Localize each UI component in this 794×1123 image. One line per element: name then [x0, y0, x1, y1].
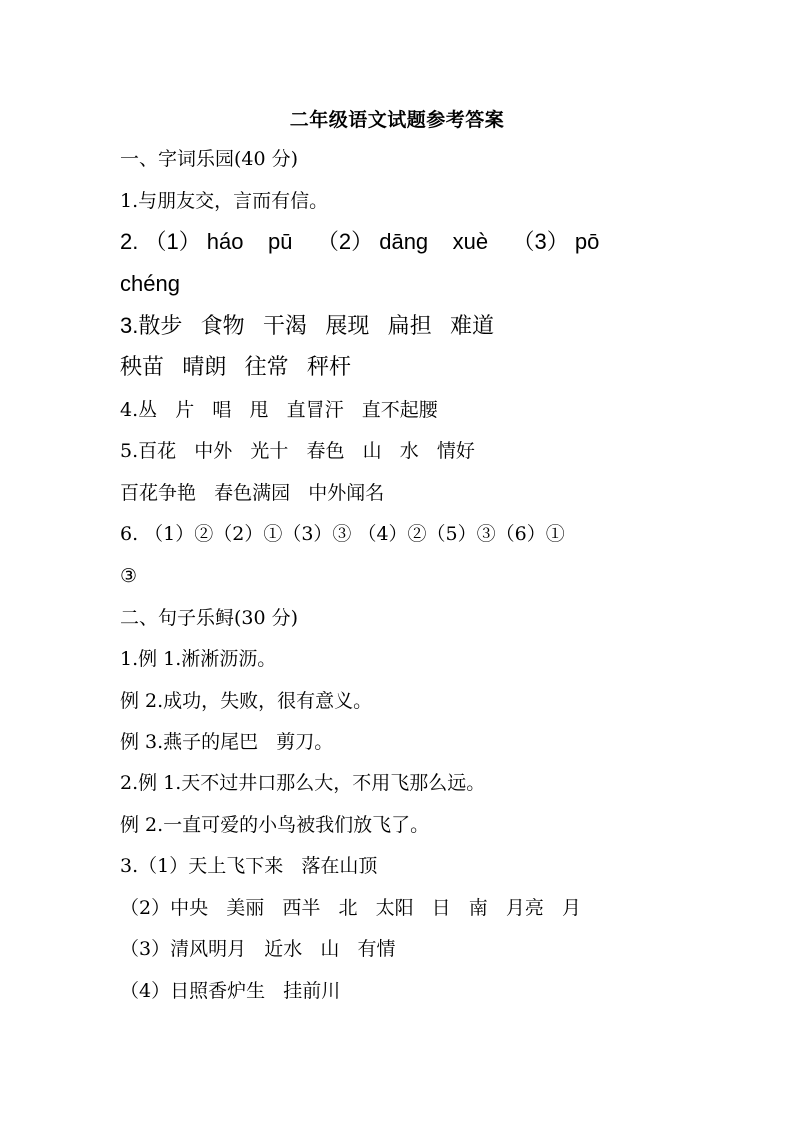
answer-2-1-example1: 1.例 1.淅淅沥沥。 — [120, 648, 277, 670]
answer-1-5-line1: 5.百花 中外 光十 春色 山 水 情好 — [120, 440, 475, 462]
answer-2-3-part2: （2）中央 美丽 西半 北 太阳 日 南 月亮 月 — [120, 897, 582, 919]
answer-1-3-line1: 3.散步 食物 干渴 展现 扁担 难道 — [120, 313, 495, 338]
answer-1-1: 1.与朋友交，言而有信。 — [120, 190, 329, 212]
answer-1-3-line2: 秧苗 晴朗 往常 秤杆 — [120, 354, 352, 379]
answer-1-6-line2: ③ — [120, 565, 138, 587]
section1-heading: 一、字词乐园(40 分) — [120, 148, 299, 170]
answer-2-2-example1: 2.例 1.天不过井口那么大，不用飞那么远。 — [120, 772, 486, 794]
answer-2-2-example2: 例 2.一直可爱的小鸟被我们放飞了。 — [120, 814, 430, 836]
answer-1-4: 4.丛 片 唱 甩 直冒汗 直不起腰 — [120, 399, 438, 421]
answer-1-6-line1: 6. （1）②（2）①（3）③ （4）②（5）③（6）① — [120, 523, 565, 545]
answer-2-1-example2: 例 2.成功，失败，很有意义。 — [120, 690, 373, 712]
page-title: 二年级语文试题参考答案 — [289, 109, 505, 131]
answer-2-3-part4: （4）日照香炉生 挂前川 — [120, 980, 341, 1002]
answer-2-3-part1: 3.（1）天上飞下来 落在山顶 — [120, 855, 378, 877]
answer-1-2-line2: chéng — [120, 271, 180, 296]
answer-1-5-line2: 百花争艳 春色满园 中外闻名 — [120, 482, 385, 504]
answer-2-3-part3: （3）清风明月 近水 山 有情 — [120, 938, 396, 960]
answer-2-1-example3: 例 3.燕子的尾巴 剪刀。 — [120, 731, 334, 753]
answer-1-2-line1: 2. （1） háo pū （2） dāng xuè （3） pō — [120, 229, 600, 254]
section2-heading: 二、句子乐鲟(30 分) — [120, 607, 299, 629]
